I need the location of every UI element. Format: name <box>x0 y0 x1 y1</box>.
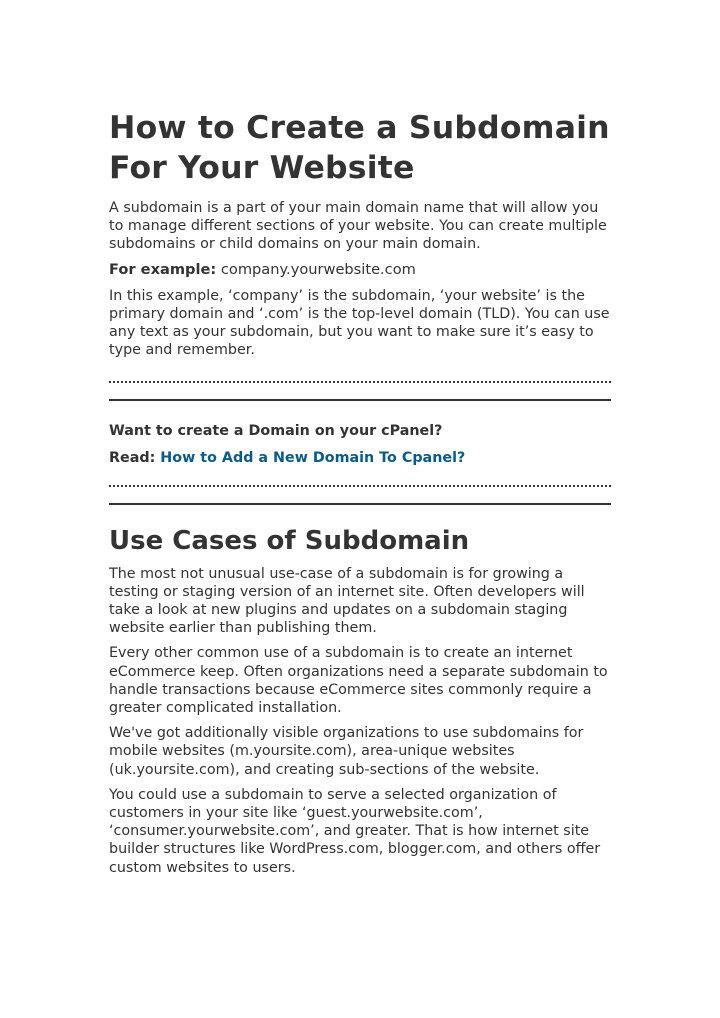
section-paragraph: Every other common use of a subdomain is to create an internet eCommerce keep. Often organizations need a separate subdomain to handle transactions because eCommerce sites commonly require a greater complicated installation. <box>109 645 608 717</box>
section-paragraph: The most not unusual use-case of a subdomain is for growing a testing or staging version of an internet site. Often developers will take a look at new plugins and updates on a subdomain staging website earlier than publishing them. <box>109 565 585 637</box>
add-domain-link[interactable]: How to Add a New Domain To Cpanel? <box>160 449 466 466</box>
callout-question: Want to create a Domain on your cPanel? <box>109 422 443 439</box>
page-title: How to Create a Subdomain For Your Website <box>109 110 610 186</box>
example-line <box>109 261 611 279</box>
section-heading: Use Cases of Subdomain <box>109 525 470 556</box>
intro-paragraph: A subdomain is a part of your main domain name that will allow you to manage different sections of your website. You can create multiple subdomains or child domains on your main domain. <box>109 200 607 253</box>
example-label: For example: <box>109 260 217 278</box>
section-paragraph: We've got additionally visible organizations to use subdomains for mobile websites (m.yoursite.com), area-unique websites (uk.yoursite.com), and creating sub-sections of the website. <box>109 725 584 778</box>
example-value: company.yourwebsite.com <box>220 260 416 278</box>
callout-read-line <box>109 449 611 467</box>
example-explanation: In this example, ‘company’ is the subdomain, ‘your website’ is the primary domain and ‘.com’ is the top-level domain (TLD). You can use any text as your subdomain, but you want to make sure it’s easy to type and remember. <box>109 287 610 359</box>
section-paragraph: You could use a subdomain to serve a selected organization of customers in your site like ‘guest.yourwebsite.com’, ‘consumer.yourwebsite.com’, and greater. That is how internet site builder structures like WordPress.com, blogger.com, and others offer custom websites to users. <box>109 786 601 876</box>
callout-read-label: Read: <box>109 449 156 466</box>
article-page <box>109 108 611 884</box>
